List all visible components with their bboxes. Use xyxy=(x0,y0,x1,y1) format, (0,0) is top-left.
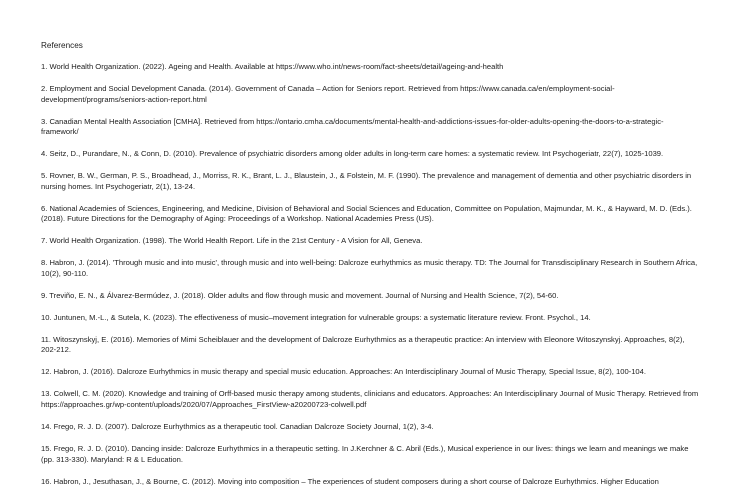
reference-item: 7. World Health Organization. (1998). The World Health Report. Life in the 21st Century - A Vision for All, Geneva. xyxy=(41,236,423,246)
reference-item: 2. Employment and Social Development Canada. (2014). Government of Canada – Action for Seniors report. Retrieved from https://www.canada.ca/en/employment-social-development/programs/seniors-action-report.html xyxy=(41,83,615,104)
reference-item: 12. Habron, J. (2016). Dalcroze Eurhythmics in music therapy and special music education. Approaches: An Interdisciplinary Journal of Music Therapy, Special Issue, 8(2), 100-104. xyxy=(41,367,646,377)
reference-item: 9. Treviño, E. N., & Álvarez-Bermúdez, J. (2018). Older adults and flow through music and movement. Journal of Nursing and Health Science, 7(2), 54-60. xyxy=(41,290,559,300)
reference-item: 13. Colwell, C. M. (2020). Knowledge and training of Orff-based music therapy among students, clinicians and educators. Approaches: An Interdisciplinary Journal of Music Therapy. Retrieved from https://approaches.gr/wp-content/uploads/2020/07/Approaches_FirstView-a20200723-colwell.pdf xyxy=(41,389,699,409)
reference-item: 16. Habron, J., Jesuthasan, J., & Bourne, C. (2012). Moving into composition – The experiences of student composers during a short course of Dalcroze Eurhythmics. Higher Education xyxy=(41,476,659,486)
reference-item: 14. Frego, R. J. D. (2007). Dalcroze Eurhythmics as a therapeutic tool. Canadian Dalcroze Society Journal, 1(2), 3-4. xyxy=(41,421,434,431)
reference-item: 6. National Academies of Sciences, Engineering, and Medicine, Division of Behavioral and Social Sciences and Education, Committee on Population, Majmundar, M. K., & Hayward, M. D. (Eds.). (2018). Future Directions for the Demography of Aging: Proceedings of a Workshop. National Academies Press (US). xyxy=(41,203,692,224)
reference-item: 11. Witoszynskyj, E. (2016). Memories of Mimi Scheiblauer and the development of Dalcroze Eurhythmics as a therapeutic practice: An interview with Eleonore Witoszynskyj. Approaches, 8(2), 202-212. xyxy=(41,334,685,355)
references-heading: References xyxy=(41,41,83,50)
references-page xyxy=(41,40,699,499)
reference-item: 4. Seitz, D., Purandare, N., & Conn, D. (2010). Prevalence of psychiatric disorders among older adults in long-term care homes: a systematic review. Int Psychogeriatr, 22(7), 1025-1039. xyxy=(41,149,664,159)
reference-item: 1. World Health Organization. (2022). Ageing and Health. Available at https://www.who.int/news-room/fact-sheets/detail/ageing-and-health xyxy=(41,62,504,71)
reference-item: 8. Habron, J. (2014). 'Through music and into music', through music and into well-being: Dalcroze eurhythmics as music therapy. TD: The Journal for Transdisciplinary Research in Southern Africa, 10(2), 90-110. xyxy=(41,258,698,278)
reference-item: 5. Rovner, B. W., German, P. S., Broadhead, J., Morriss, R. K., Brant, L. J., Blaustein, J., & Folstein, M. F. (1990). The prevalence and management of dementia and other psychiatric disorders in nursing homes. Int Psychogeriatr, 2(1), 13-24. xyxy=(41,171,692,191)
reference-list xyxy=(41,62,699,487)
reference-item: 10. Juntunen, M.-L., & Sutela, K. (2023). The effectiveness of music–movement integration for vulnerable groups: a systematic literature review. Front. Psychol., 14. xyxy=(41,312,591,322)
reference-item: 15. Frego, R. J. D. (2010). Dancing inside: Dalcroze Eurhythmics in a therapeutic setting. In J.Kerchner & C. Abril (Eds.), Musical experience in our lives: things we learn and meanings we make (pp. 313-330). Maryland: R & L Education. xyxy=(41,443,689,464)
reference-item: 3. Canadian Mental Health Association [CMHA]. Retrieved from https://ontario.cmha.ca/documents/mental-health-and-addictions-issues-for-older-adults-opening-the-doors-to-a-strategic-framework/ xyxy=(41,116,664,137)
